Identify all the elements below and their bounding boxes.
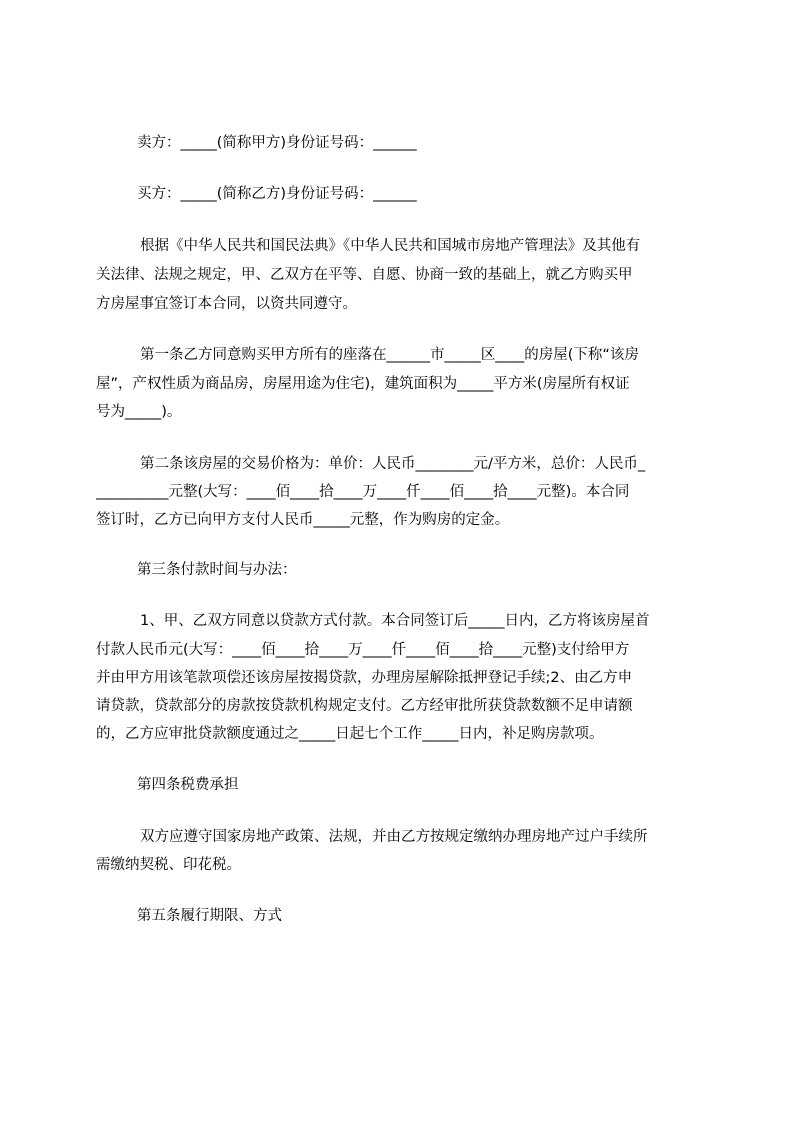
- article-3-line: 的，乙方应审批贷款额度通过之_____日起七个工作_____日内，补足购房款项。: [96, 726, 604, 742]
- article-4-line: 需缴纳契税、印花税。: [96, 857, 241, 873]
- article-1-line: 第一条乙方同意购买甲方所有的座落在______市_____区____的房屋(下称“该房: [140, 347, 639, 363]
- article-3-line: 付款人民币元(大写：____佰____拾____万____仟____佰____拾____元整)支付给甲方: [96, 642, 630, 658]
- article-1-line: 屋”，产权性质为商品房，房屋用途为住宅)，建筑面积为_____平方米(房屋所有权证: [96, 376, 630, 392]
- article-4-title: 第四条税费承担: [137, 777, 239, 793]
- buyer-line: 买方：_____(简称乙方)身份证号码：______: [137, 186, 417, 202]
- article-3-line: 1、甲、乙双方同意以贷款方式付款。本合同签订后_____日内，乙方将该房屋首: [140, 613, 650, 629]
- article-3-line: 并由甲方用该笔款项偿还该房屋按揭贷款，办理房屋解除抵押登记手续;2、由乙方申: [96, 670, 633, 686]
- article-1-line: 号为_____)。: [96, 404, 182, 420]
- article-3-title: 第三条付款时间与办法：: [137, 562, 297, 578]
- intro-paragraph-line: 根据《中华人民共和国民法典》《中华人民共和国城市房地产管理法》及其他有: [140, 238, 641, 254]
- article-3-line: 请贷款，贷款部分的房款按贷款机构规定支付。乙方经审批所获贷款数额不足申请额: [96, 698, 633, 714]
- intro-paragraph-line: 方房屋事宜签订本合同，以资共同遵守。: [96, 296, 357, 312]
- seller-line: 卖方：_____(简称甲方)身份证号码：______: [137, 135, 417, 151]
- article-2-line: 第二条该房屋的交易价格为：单价：人民币________元/平方米，总价：人民币_: [140, 456, 646, 472]
- intro-paragraph-line: 关法律、法规之规定，甲、乙双方在平等、自愿、协商一致的基础上，就乙方购买甲: [96, 267, 633, 283]
- article-2-line: __________元整(大写：____佰____拾____万____仟____佰____拾____元整)。本合同: [96, 484, 630, 500]
- article-4-line: 双方应遵守国家房地产政策、法规，并由乙方按规定缴纳办理房地产过户手续所: [140, 829, 648, 845]
- article-2-line: 签订时，乙方已向甲方支付人民币_____元整，作为购房的定金。: [96, 512, 510, 528]
- article-5-title: 第五条履行期限、方式: [137, 908, 282, 924]
